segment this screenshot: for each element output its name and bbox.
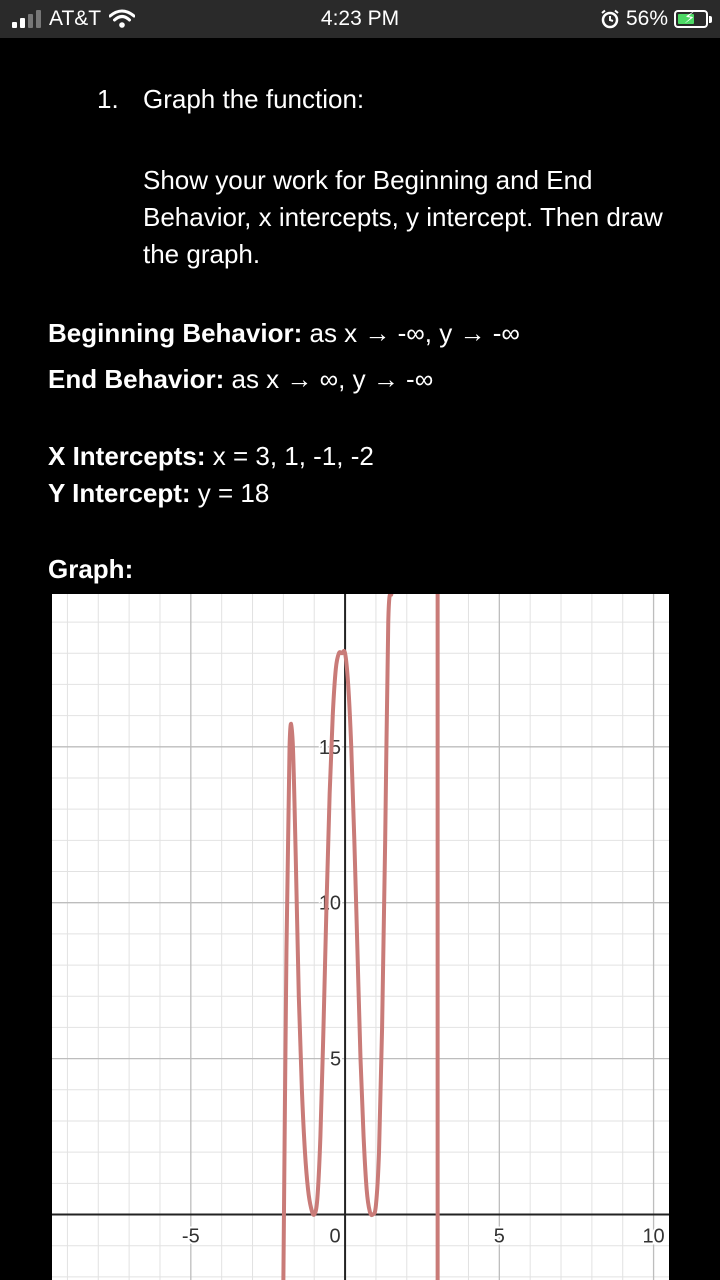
graph-panel (52, 594, 669, 1280)
y-tick-label: 15 (318, 736, 342, 759)
beginning-behavior-label: Beginning Behavior: (48, 318, 303, 348)
y-intercept (48, 478, 269, 509)
x-tick-label: 5 (493, 1225, 505, 1248)
y-tick-label: 10 (318, 892, 342, 915)
beginning-behavior (48, 318, 520, 349)
beginning-behavior-value: as x → -∞, y → -∞ (309, 318, 520, 348)
function-graph (52, 594, 669, 1280)
status-right (600, 7, 708, 31)
x-intercepts-value: x = 3, 1, -1, -2 (212, 441, 374, 471)
x-tick-label: -5 (181, 1225, 200, 1248)
carrier-name: AT&T (49, 7, 102, 30)
graph-label: Graph: (48, 554, 134, 584)
x-tick-label: 0 (329, 1225, 341, 1248)
y-tick-label: 5 (329, 1048, 342, 1071)
series-1-line (283, 594, 391, 1280)
y-intercept-value: y = 18 (197, 478, 270, 508)
end-behavior-label: End Behavior: (48, 364, 225, 394)
end-behavior (48, 364, 433, 395)
x-tick-label: 10 (642, 1225, 665, 1248)
status-time: 4:23 PM (320, 7, 400, 30)
y-intercept-label: Y Intercept: (48, 478, 191, 508)
x-intercepts-label: X Intercepts: (48, 441, 206, 471)
question-number: 1. (97, 84, 119, 114)
end-behavior-value: as x → ∞, y → -∞ (231, 364, 434, 394)
battery-charging-icon: ⚡ (674, 10, 708, 28)
status-bar (0, 0, 720, 38)
alarm-icon (600, 9, 620, 29)
x-intercepts (48, 441, 374, 472)
question-instructions: Show your work for Beginning and End Behavior, x intercepts, y intercept. Then draw the graph. (143, 165, 663, 269)
question-title: Graph the function: (143, 84, 365, 114)
battery-percent: 56% (625, 7, 668, 30)
